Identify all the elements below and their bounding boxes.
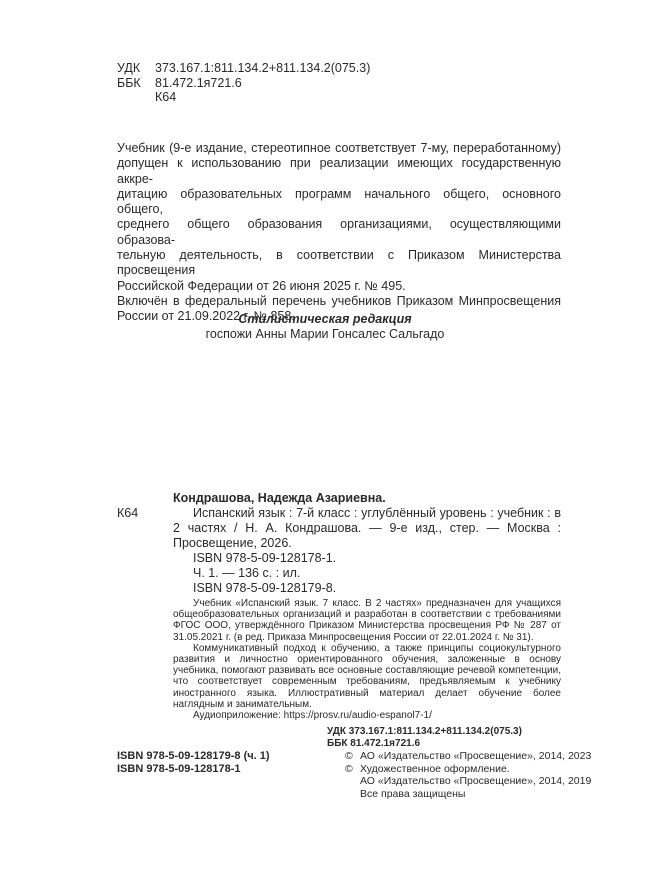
author-heading: Кондрашова, Надежда Азариевна. [173, 491, 386, 505]
approval-line: дитацию образовательных программ начального общего, основного общего, [117, 186, 561, 217]
isbn-footer [117, 750, 270, 776]
bbk-value: 81.472.1я721.6 [155, 75, 242, 90]
bib-entry [117, 506, 561, 551]
editor-title: Стилистическая редакция [238, 312, 412, 326]
approval-line: тельную деятельность, в соответствии с Приказом Министерства просвещения [117, 248, 561, 278]
inclusion-line: России от 21.09.2022 г. № 858. [117, 309, 295, 324]
isbn-part: ISBN 978-5-09-128179-8. [193, 581, 337, 595]
bbk-line: ББК 81.472.1я721.6 [327, 737, 421, 749]
copyright-icon: © [345, 762, 353, 775]
annotation [173, 598, 561, 721]
author-mark-row [117, 90, 370, 105]
copyright-line: Художественное оформление. [360, 762, 510, 775]
audio-supplement: Аудиоприложение: https://prosv.ru/audio-espanol7-1/ [193, 710, 432, 722]
copyright-line: АО «Издательство «Просвещение», 2014, 2019 [360, 775, 592, 787]
udk-row [117, 61, 370, 76]
bib-entry-text: Испанский язык : 7-й класс : углублённый уровень : учебник : в 2 частях / Н. А. Кондрашова. — 9-е изд., стер. — Москва : Просвещение, 2026. [173, 506, 561, 550]
part-info: Ч. 1. — 136 с. : ил. [193, 566, 301, 580]
udk-line: УДК 373.167.1:811.134.2+811.134.2(075.3) [327, 726, 522, 738]
stylistic-editor [0, 312, 650, 341]
bib-mark: К64 [117, 506, 139, 520]
isbn-footer-line: ISBN 978-5-09-128178-1 [117, 763, 241, 775]
classification-codes [117, 61, 370, 105]
isbn-full: ISBN 978-5-09-128178-1. [193, 551, 337, 565]
annotation-paragraph: Коммуникативный подход к обучению, а также принципы социокультурного развития и личностно ориентированного обучения, заложенные в основу учебника, помогают развивать все основные составляющие речевой компетенции, что соответствует современным требованиям, предъявляемым к учебнику иностранного языка. Иллюстративный материал делает обучение более наглядным и занимательным. [173, 642, 561, 710]
bibliographic-record [117, 491, 561, 749]
bbk-label: ББК [117, 75, 141, 90]
classification-repeat [327, 726, 561, 749]
approval-line: допущен к использованию при реализации имеющих государственную аккре- [117, 156, 561, 186]
approval-line: Российской Федерации от 26 июня 2025 г. № 495. [117, 278, 406, 293]
isbn-footer-line: ISBN 978-5-09-128179-8 (ч. 1) [117, 750, 270, 762]
inclusion-line: Включён в федеральный перечень учебников Приказом Минпросвещения [117, 293, 561, 308]
bbk-row [117, 76, 370, 91]
copyright-icon: © [345, 750, 353, 762]
isbn-block [193, 551, 561, 596]
udk-label: УДК [117, 61, 141, 75]
approval-notice [117, 141, 561, 325]
approval-line: среднего общего образования организациями, осуществляющими образова- [117, 217, 561, 247]
copyright-line: АО «Издательство «Просвещение», 2014, 2023 [360, 750, 592, 762]
approval-line: Учебник (9-е издание, стереотипное соответствует 7-му, переработанному) [117, 141, 561, 155]
annotation-paragraph: Учебник «Испанский язык. 7 класс. В 2 частях» предназначен для учащихся общеобразовательных организаций и разработан в соответствии с требованиями ФГОС ООО, утверждённого Приказом Министерства просвещения РФ № 287 от 31.05.2021 г. (в ред. Приказа Минпросвещения России от 22.01.2024 г. № 31). [173, 598, 561, 643]
copyright-block [345, 750, 591, 800]
udk-value: 373.167.1:811.134.2+811.134.2(075.3) [155, 61, 371, 75]
author-mark: К64 [155, 90, 177, 104]
rights-reserved: Все права защищены [360, 787, 466, 800]
editor-name: госпожи Анны Марии Гонсалес Сальгадо [205, 326, 445, 341]
